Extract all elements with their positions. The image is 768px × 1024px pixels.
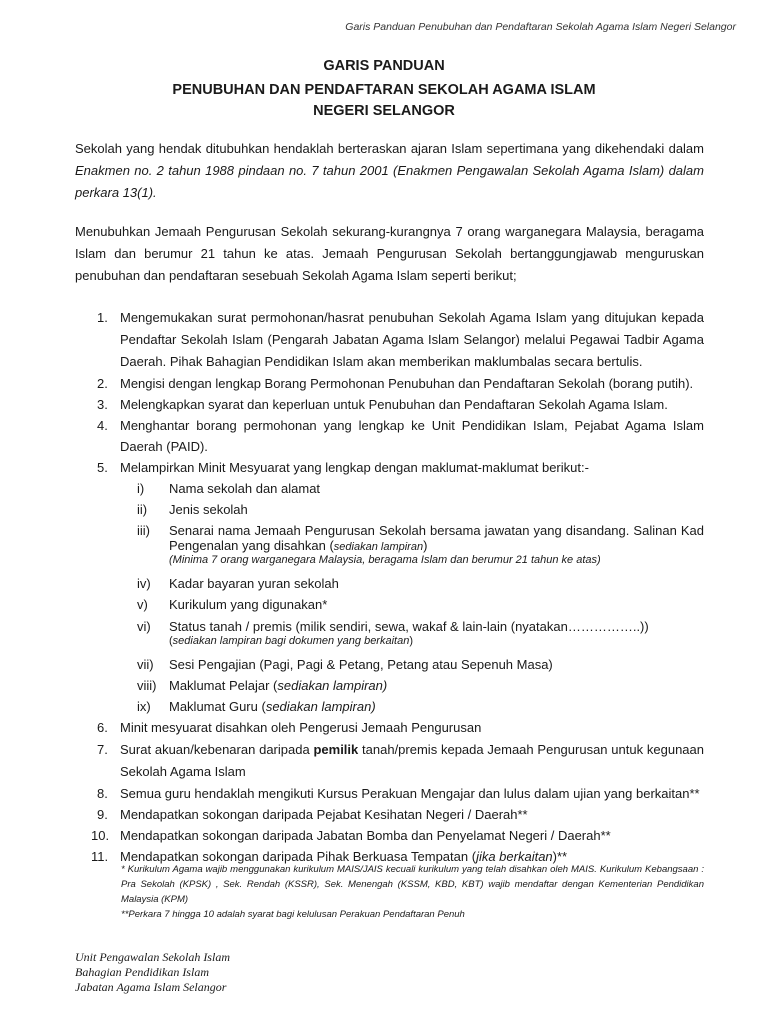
list-item-11: 11. Mendapatkan sokongan daripada Pihak Berkuasa Tempatan (jika berkaitan)**	[91, 849, 568, 864]
minutes-sublist	[75, 478, 704, 717]
sublist-item-6-note: (sediakan lampiran bagi dokumen yang berkaitan)	[169, 635, 413, 647]
list-item-1: 1. Mengemukakan surat permohonan/hasrat penubuhan Sekolah Agama Islam yang ditujukan kepada Pendaftar Sekolah Islam (Pengarah Jabatan Agama Islam Selangor) melalui Pegawai Tadbir Agama Daerah. Pihak Bahagian Pendidikan Islam akan memberikan maklumbalas secara bertulis.	[97, 310, 704, 369]
list-item-3: 3. Melengkapkan syarat dan keperluan untuk Penubuhan dan Pendaftaran Sekolah Agama Islam.	[97, 397, 668, 412]
footer-line-2: Bahagian Pendidikan Islam	[75, 965, 209, 979]
running-header: Garis Panduan Penubuhan dan Pendaftaran Sekolah Agama Islam Negeri Selangor	[345, 21, 736, 33]
list-item-2: 2. Mengisi dengan lengkap Borang Permohonan Penubuhan dan Pendaftaran Sekolah (borang putih).	[97, 376, 694, 391]
title-line-1: GARIS PANDUAN	[323, 58, 445, 74]
footnote-full-registration: **Perkara 7 hingga 10 adalah syarat bagi kelulusan Perakuan Pendaftaran Penuh	[121, 909, 465, 920]
sublist-item-8: viii) Maklumat Pelajar (sediakan lampiran)	[137, 678, 388, 693]
footnotes	[121, 862, 704, 922]
list-item-7: 7. Surat akuan/kebenaran daripada pemilik tanah/premis kepada Jemaah Pengurusan untuk kegunaan Sekolah Agama Islam	[97, 742, 704, 779]
sublist-item-3: iii) Senarai nama Jemaah Pengurusan Sekolah bersama jawatan yang disandang. Salinan Kad Pengenalan yang disahkan (sediakan lampiran) (Minima 7 orang warganegara Malaysia, beragama Islam dan berumur 21 tahun ke atas)	[137, 523, 704, 566]
list-item-5: 5. Melampirkan Minit Mesyuarat yang lengkap dengan maklumat-maklumat berikut:-	[97, 460, 589, 475]
footnote-curriculum: * Kurikulum Agama wajib menggunakan kurikulum MAIS/JAIS kecuali kurikulum yang telah disahkan oleh MAIS. Kurikulum Kebangsaan : Pra Sekolah (KPSK) , Sek. Rendah (KSSR), Sek. Menengah (KSSM, KBD, KBT) wajib mendaftar dengan Kementerian Pendidikan Malaysia (KPM)	[121, 864, 704, 905]
footer-signature	[75, 950, 230, 995]
sublist-item-6: vi) Status tanah / premis (milik sendiri, sewa, wakaf & lain-lain (nyatakan……………..)) (sediakan lampiran bagi dokumen yang berkaitan)	[75, 619, 704, 648]
list-item-8: 8. Semua guru hendaklah mengikuti Kursus Perakuan Mengajar dan lulus dalam ujian yang berkaitan**	[97, 786, 700, 801]
sublist-item-5: v) Kurikulum yang digunakan*	[137, 597, 328, 612]
sublist-item-4: iv) Kadar bayaran yuran sekolah	[137, 576, 339, 591]
sublist-item-3-note: (Minima 7 orang warganegara Malaysia, beragama Islam dan berumur 21 tahun ke atas)	[169, 554, 601, 566]
list-item-10: 10. Mendapatkan sokongan daripada Jabatan Bomba dan Penyelamat Negeri / Daerah**	[91, 828, 611, 843]
list-item-6: 6. Minit mesyuarat disahkan oleh Pengerusi Jemaah Pengurusan	[97, 720, 482, 735]
footer-line-3: Jabatan Agama Islam Selangor	[75, 980, 227, 994]
sublist-item-2: ii) Jenis sekolah	[137, 502, 248, 517]
intro-paragraph-1: Sekolah yang hendak ditubuhkan hendaklah berteraskan ajaran Islam sepertimana yang dikehendaki dalam Enakmen no. 2 tahun 1988 pindaan no. 7 tahun 2001 (Enakmen Pengawalan Sekolah Agama Islam) dalam perkara 13(1).	[75, 141, 704, 200]
list-item-4: 4. Menghantar borang permohonan yang lengkap ke Unit Pendidikan Islam, Pejabat Agama Islam Daerah (PAID).	[97, 418, 704, 454]
sublist-item-9: ix) Maklumat Guru (sediakan lampiran)	[137, 699, 376, 714]
list-item-9: 9. Mendapatkan sokongan daripada Pejabat Kesihatan Negeri / Daerah**	[97, 807, 528, 822]
sublist-item-1: i) Nama sekolah dan alamat	[137, 481, 321, 496]
requirements-list	[75, 307, 704, 867]
title-line-2: PENUBUHAN DAN PENDAFTARAN SEKOLAH AGAMA ISLAM	[172, 82, 596, 98]
footer-line-1: Unit Pengawalan Sekolah Islam	[75, 950, 230, 964]
sublist-item-7: vii) Sesi Pengajian (Pagi, Pagi & Petang, Petang atau Sepenuh Masa)	[137, 657, 553, 672]
intro-paragraph-2: Menubuhkan Jemaah Pengurusan Sekolah sekurang-kurangnya 7 orang warganegara Malaysia, beragama Islam dan berumur 21 tahun ke atas. Jemaah Pengurusan Sekolah bertanggungjawab menguruskan penubuhan dan pendaftaran sesebuah Sekolah Agama Islam seperti berikut;	[75, 224, 704, 283]
title-line-3: NEGERI SELANGOR	[313, 103, 455, 119]
